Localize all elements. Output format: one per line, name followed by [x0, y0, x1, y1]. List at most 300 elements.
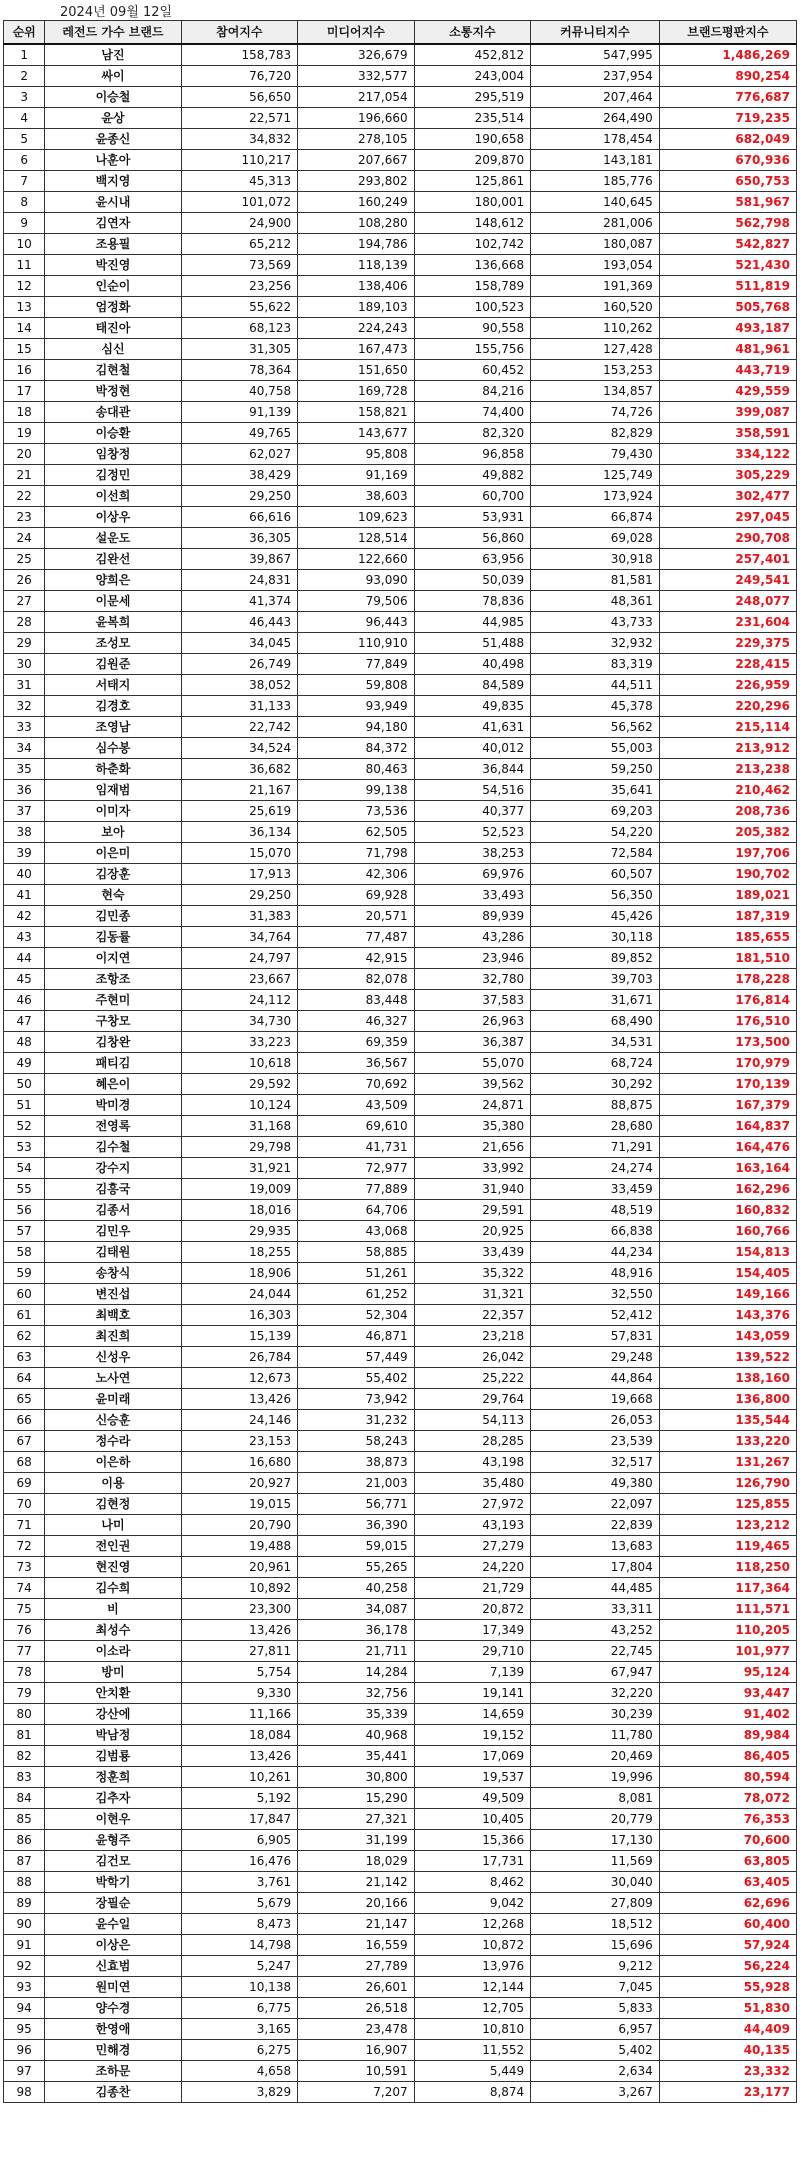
communication-cell: 78,836: [414, 591, 531, 612]
media-cell: 21,003: [298, 1473, 415, 1494]
rank-cell: 65: [4, 1389, 45, 1410]
brand-reputation-cell: 190,702: [659, 864, 796, 885]
rank-cell: 84: [4, 1788, 45, 1809]
community-cell: 110,262: [531, 318, 660, 339]
brand-reputation-cell: 776,687: [659, 87, 796, 108]
brand-reputation-cell: 189,021: [659, 885, 796, 906]
media-cell: 207,667: [298, 150, 415, 171]
media-cell: 189,103: [298, 297, 415, 318]
table-row: [4, 1158, 797, 1179]
brand-name-cell: 김완선: [45, 549, 181, 570]
brand-reputation-cell: 1,486,269: [659, 44, 796, 66]
brand-name-cell: 김현철: [45, 360, 181, 381]
rank-cell: 61: [4, 1305, 45, 1326]
brand-name-cell: 윤복희: [45, 612, 181, 633]
brand-reputation-cell: 125,855: [659, 1494, 796, 1515]
participation-cell: 5,192: [181, 1788, 298, 1809]
rank-cell: 32: [4, 696, 45, 717]
brand-reputation-cell: 205,382: [659, 822, 796, 843]
media-cell: 95,808: [298, 444, 415, 465]
participation-cell: 34,832: [181, 129, 298, 150]
communication-cell: 9,042: [414, 1893, 531, 1914]
communication-cell: 36,844: [414, 759, 531, 780]
participation-cell: 15,070: [181, 843, 298, 864]
participation-cell: 5,754: [181, 1662, 298, 1683]
community-cell: 11,569: [531, 1851, 660, 1872]
brand-name-cell: 비: [45, 1599, 181, 1620]
brand-reputation-cell: 231,604: [659, 612, 796, 633]
brand-reputation-cell: 126,790: [659, 1473, 796, 1494]
community-cell: 30,118: [531, 927, 660, 948]
brand-reputation-cell: 173,500: [659, 1032, 796, 1053]
media-cell: 57,449: [298, 1347, 415, 1368]
participation-cell: 29,592: [181, 1074, 298, 1095]
community-cell: 22,839: [531, 1515, 660, 1536]
media-cell: 7,207: [298, 2082, 415, 2103]
table-row: [4, 1914, 797, 1935]
community-cell: 67,947: [531, 1662, 660, 1683]
rank-cell: 28: [4, 612, 45, 633]
participation-cell: 12,673: [181, 1368, 298, 1389]
table-row: [4, 423, 797, 444]
rank-cell: 93: [4, 1977, 45, 1998]
table-row: [4, 318, 797, 339]
media-cell: 62,505: [298, 822, 415, 843]
participation-cell: 66,616: [181, 507, 298, 528]
brand-reputation-cell: 123,212: [659, 1515, 796, 1536]
table-row: [4, 2061, 797, 2082]
brand-name-cell: 김민우: [45, 1221, 181, 1242]
rank-cell: 80: [4, 1704, 45, 1725]
brand-reputation-cell: 358,591: [659, 423, 796, 444]
brand-reputation-cell: 76,353: [659, 1809, 796, 1830]
rank-cell: 42: [4, 906, 45, 927]
rank-cell: 90: [4, 1914, 45, 1935]
table-row: [4, 360, 797, 381]
community-cell: 81,581: [531, 570, 660, 591]
brand-name-cell: 이상우: [45, 507, 181, 528]
rank-cell: 67: [4, 1431, 45, 1452]
table-row: [4, 2019, 797, 2040]
header-media: 미디어지수: [298, 21, 415, 45]
participation-cell: 23,300: [181, 1599, 298, 1620]
brand-name-cell: 이현우: [45, 1809, 181, 1830]
table-row: [4, 1641, 797, 1662]
rank-cell: 38: [4, 822, 45, 843]
brand-name-cell: 신효범: [45, 1956, 181, 1977]
table-row: [4, 1746, 797, 1767]
community-cell: 30,040: [531, 1872, 660, 1893]
rank-cell: 63: [4, 1347, 45, 1368]
brand-reputation-cell: 670,936: [659, 150, 796, 171]
brand-name-cell: 조영남: [45, 717, 181, 738]
community-cell: 56,562: [531, 717, 660, 738]
table-row: [4, 1410, 797, 1431]
table-row: [4, 591, 797, 612]
participation-cell: 73,569: [181, 255, 298, 276]
rank-cell: 82: [4, 1746, 45, 1767]
brand-name-cell: 정훈희: [45, 1767, 181, 1788]
community-cell: 45,378: [531, 696, 660, 717]
table-row: [4, 1851, 797, 1872]
communication-cell: 12,268: [414, 1914, 531, 1935]
communication-cell: 41,631: [414, 717, 531, 738]
rank-cell: 20: [4, 444, 45, 465]
table-row: [4, 654, 797, 675]
brand-reputation-cell: 226,959: [659, 675, 796, 696]
community-cell: 55,003: [531, 738, 660, 759]
brand-name-cell: 조용필: [45, 234, 181, 255]
brand-name-cell: 이용: [45, 1473, 181, 1494]
table-row: [4, 1599, 797, 1620]
community-cell: 32,932: [531, 633, 660, 654]
community-cell: 44,864: [531, 1368, 660, 1389]
communication-cell: 35,480: [414, 1473, 531, 1494]
participation-cell: 15,139: [181, 1326, 298, 1347]
brand-reputation-cell: 682,049: [659, 129, 796, 150]
media-cell: 96,443: [298, 612, 415, 633]
communication-cell: 19,141: [414, 1683, 531, 1704]
community-cell: 56,350: [531, 885, 660, 906]
brand-reputation-cell: 111,571: [659, 1599, 796, 1620]
communication-cell: 14,659: [414, 1704, 531, 1725]
community-cell: 153,253: [531, 360, 660, 381]
brand-reputation-cell: 55,928: [659, 1977, 796, 1998]
rank-cell: 75: [4, 1599, 45, 1620]
participation-cell: 8,473: [181, 1914, 298, 1935]
table-row: [4, 570, 797, 591]
community-cell: 125,749: [531, 465, 660, 486]
media-cell: 58,885: [298, 1242, 415, 1263]
brand-name-cell: 인순이: [45, 276, 181, 297]
communication-cell: 96,858: [414, 444, 531, 465]
media-cell: 332,577: [298, 66, 415, 87]
community-cell: 59,250: [531, 759, 660, 780]
participation-cell: 29,798: [181, 1137, 298, 1158]
media-cell: 69,928: [298, 885, 415, 906]
media-cell: 31,232: [298, 1410, 415, 1431]
header-brand: 레전드 가수 브랜드: [45, 21, 181, 45]
media-cell: 82,078: [298, 969, 415, 990]
brand-reputation-cell: 248,077: [659, 591, 796, 612]
communication-cell: 10,810: [414, 2019, 531, 2040]
table-row: [4, 759, 797, 780]
participation-cell: 39,867: [181, 549, 298, 570]
brand-reputation-cell: 149,166: [659, 1284, 796, 1305]
rank-cell: 68: [4, 1452, 45, 1473]
rank-cell: 21: [4, 465, 45, 486]
communication-cell: 27,972: [414, 1494, 531, 1515]
header-brand-reputation: 브랜드평판지수: [659, 21, 796, 45]
brand-name-cell: 설운도: [45, 528, 181, 549]
brand-name-cell: 박남정: [45, 1725, 181, 1746]
media-cell: 169,728: [298, 381, 415, 402]
rank-cell: 24: [4, 528, 45, 549]
brand-name-cell: 구창모: [45, 1011, 181, 1032]
brand-reputation-cell: 213,238: [659, 759, 796, 780]
rank-cell: 34: [4, 738, 45, 759]
brand-name-cell: 엄정화: [45, 297, 181, 318]
participation-cell: 3,165: [181, 2019, 298, 2040]
participation-cell: 5,247: [181, 1956, 298, 1977]
media-cell: 59,015: [298, 1536, 415, 1557]
rank-cell: 26: [4, 570, 45, 591]
communication-cell: 33,493: [414, 885, 531, 906]
media-cell: 122,660: [298, 549, 415, 570]
table-row: [4, 906, 797, 927]
brand-reputation-cell: 110,205: [659, 1620, 796, 1641]
media-cell: 109,623: [298, 507, 415, 528]
rank-cell: 72: [4, 1536, 45, 1557]
media-cell: 16,559: [298, 1935, 415, 1956]
communication-cell: 17,069: [414, 1746, 531, 1767]
communication-cell: 43,193: [414, 1515, 531, 1536]
community-cell: 48,519: [531, 1200, 660, 1221]
rank-cell: 13: [4, 297, 45, 318]
header-participation: 참여지수: [181, 21, 298, 45]
participation-cell: 29,935: [181, 1221, 298, 1242]
rank-cell: 79: [4, 1683, 45, 1704]
brand-name-cell: 윤종신: [45, 129, 181, 150]
table-row: [4, 801, 797, 822]
communication-cell: 69,976: [414, 864, 531, 885]
brand-reputation-cell: 118,250: [659, 1557, 796, 1578]
rank-cell: 77: [4, 1641, 45, 1662]
brand-reputation-cell: 290,708: [659, 528, 796, 549]
table-row: [4, 1830, 797, 1851]
brand-name-cell: 남진: [45, 44, 181, 66]
community-cell: 20,779: [531, 1809, 660, 1830]
communication-cell: 49,835: [414, 696, 531, 717]
brand-name-cell: 이상은: [45, 1935, 181, 1956]
community-cell: 9,212: [531, 1956, 660, 1977]
brand-name-cell: 김수철: [45, 1137, 181, 1158]
brand-name-cell: 싸이: [45, 66, 181, 87]
table-row: [4, 1494, 797, 1515]
communication-cell: 32,780: [414, 969, 531, 990]
communication-cell: 21,656: [414, 1137, 531, 1158]
media-cell: 43,068: [298, 1221, 415, 1242]
table-row: [4, 192, 797, 213]
participation-cell: 62,027: [181, 444, 298, 465]
table-row: [4, 339, 797, 360]
rank-cell: 50: [4, 1074, 45, 1095]
brand-name-cell: 최진희: [45, 1326, 181, 1347]
media-cell: 46,327: [298, 1011, 415, 1032]
communication-cell: 29,764: [414, 1389, 531, 1410]
table-row: [4, 1305, 797, 1326]
brand-name-cell: 김흥국: [45, 1179, 181, 1200]
brand-name-cell: 김정민: [45, 465, 181, 486]
table-row: [4, 381, 797, 402]
media-cell: 94,180: [298, 717, 415, 738]
brand-reputation-cell: 23,332: [659, 2061, 796, 2082]
community-cell: 69,028: [531, 528, 660, 549]
table-row: [4, 738, 797, 759]
brand-name-cell: 이선희: [45, 486, 181, 507]
brand-name-cell: 이소라: [45, 1641, 181, 1662]
rank-cell: 1: [4, 44, 45, 66]
rank-cell: 10: [4, 234, 45, 255]
brand-name-cell: 방미: [45, 1662, 181, 1683]
rank-cell: 53: [4, 1137, 45, 1158]
media-cell: 143,677: [298, 423, 415, 444]
brand-reputation-cell: 181,510: [659, 948, 796, 969]
rank-cell: 71: [4, 1515, 45, 1536]
table-row: [4, 1536, 797, 1557]
participation-cell: 26,749: [181, 654, 298, 675]
participation-cell: 21,167: [181, 780, 298, 801]
table-row: [4, 1998, 797, 2019]
brand-reputation-cell: 164,837: [659, 1116, 796, 1137]
brand-reputation-cell: 154,405: [659, 1263, 796, 1284]
brand-reputation-cell: 131,267: [659, 1452, 796, 1473]
community-cell: 8,081: [531, 1788, 660, 1809]
brand-reputation-cell: 119,465: [659, 1536, 796, 1557]
brand-name-cell: 김종찬: [45, 2082, 181, 2103]
participation-cell: 6,275: [181, 2040, 298, 2061]
brand-reputation-cell: 70,600: [659, 1830, 796, 1851]
rank-cell: 94: [4, 1998, 45, 2019]
media-cell: 36,567: [298, 1053, 415, 1074]
brand-name-cell: 김추자: [45, 1788, 181, 1809]
media-cell: 21,711: [298, 1641, 415, 1662]
participation-cell: 14,798: [181, 1935, 298, 1956]
brand-name-cell: 김민종: [45, 906, 181, 927]
participation-cell: 6,775: [181, 1998, 298, 2019]
communication-cell: 40,377: [414, 801, 531, 822]
community-cell: 29,248: [531, 1347, 660, 1368]
table-row: [4, 1137, 797, 1158]
participation-cell: 36,682: [181, 759, 298, 780]
media-cell: 93,090: [298, 570, 415, 591]
media-cell: 217,054: [298, 87, 415, 108]
media-cell: 72,977: [298, 1158, 415, 1179]
table-row: [4, 1095, 797, 1116]
participation-cell: 45,313: [181, 171, 298, 192]
communication-cell: 36,387: [414, 1032, 531, 1053]
rank-cell: 52: [4, 1116, 45, 1137]
participation-cell: 24,112: [181, 990, 298, 1011]
communication-cell: 148,612: [414, 213, 531, 234]
community-cell: 48,361: [531, 591, 660, 612]
communication-cell: 10,405: [414, 1809, 531, 1830]
table-row: [4, 1473, 797, 1494]
rank-cell: 16: [4, 360, 45, 381]
communication-cell: 190,658: [414, 129, 531, 150]
brand-reputation-cell: 305,229: [659, 465, 796, 486]
communication-cell: 43,198: [414, 1452, 531, 1473]
brand-reputation-cell: 213,912: [659, 738, 796, 759]
community-cell: 44,234: [531, 1242, 660, 1263]
participation-cell: 76,720: [181, 66, 298, 87]
community-cell: 45,426: [531, 906, 660, 927]
rank-cell: 78: [4, 1662, 45, 1683]
participation-cell: 27,811: [181, 1641, 298, 1662]
brand-reputation-cell: 139,522: [659, 1347, 796, 1368]
brand-name-cell: 송대관: [45, 402, 181, 423]
community-cell: 82,829: [531, 423, 660, 444]
brand-reputation-cell: 133,220: [659, 1431, 796, 1452]
community-cell: 32,517: [531, 1452, 660, 1473]
communication-cell: 235,514: [414, 108, 531, 129]
rank-cell: 44: [4, 948, 45, 969]
rank-cell: 57: [4, 1221, 45, 1242]
participation-cell: 31,921: [181, 1158, 298, 1179]
brand-name-cell: 전인권: [45, 1536, 181, 1557]
brand-reputation-cell: 91,402: [659, 1704, 796, 1725]
rank-cell: 87: [4, 1851, 45, 1872]
table-row: [4, 1431, 797, 1452]
rank-cell: 14: [4, 318, 45, 339]
brand-name-cell: 이은미: [45, 843, 181, 864]
rank-cell: 76: [4, 1620, 45, 1641]
brand-reputation-cell: 63,405: [659, 1872, 796, 1893]
communication-cell: 8,874: [414, 2082, 531, 2103]
participation-cell: 23,256: [181, 276, 298, 297]
brand-reputation-cell: 542,827: [659, 234, 796, 255]
brand-reputation-cell: 170,979: [659, 1053, 796, 1074]
brand-name-cell: 안치환: [45, 1683, 181, 1704]
rank-cell: 43: [4, 927, 45, 948]
communication-cell: 29,710: [414, 1641, 531, 1662]
participation-cell: 36,305: [181, 528, 298, 549]
community-cell: 237,954: [531, 66, 660, 87]
rank-cell: 47: [4, 1011, 45, 1032]
media-cell: 35,339: [298, 1704, 415, 1725]
community-cell: 17,804: [531, 1557, 660, 1578]
participation-cell: 19,015: [181, 1494, 298, 1515]
date-label: 2024년 09월 12일: [60, 5, 173, 20]
media-cell: 99,138: [298, 780, 415, 801]
brand-name-cell: 윤상: [45, 108, 181, 129]
participation-cell: 10,261: [181, 1767, 298, 1788]
participation-cell: 9,330: [181, 1683, 298, 1704]
media-cell: 83,448: [298, 990, 415, 1011]
participation-cell: 55,622: [181, 297, 298, 318]
brand-name-cell: 변진섭: [45, 1284, 181, 1305]
brand-name-cell: 원미연: [45, 1977, 181, 1998]
participation-cell: 34,730: [181, 1011, 298, 1032]
participation-cell: 3,829: [181, 2082, 298, 2103]
communication-cell: 33,992: [414, 1158, 531, 1179]
participation-cell: 20,927: [181, 1473, 298, 1494]
rank-cell: 11: [4, 255, 45, 276]
rank-cell: 15: [4, 339, 45, 360]
brand-name-cell: 이승환: [45, 423, 181, 444]
brand-reputation-cell: 143,376: [659, 1305, 796, 1326]
header-rank: 순위: [4, 21, 45, 45]
rank-cell: 40: [4, 864, 45, 885]
table-row: [4, 507, 797, 528]
communication-cell: 60,700: [414, 486, 531, 507]
community-cell: 22,097: [531, 1494, 660, 1515]
participation-cell: 16,680: [181, 1452, 298, 1473]
brand-reputation-cell: 481,961: [659, 339, 796, 360]
participation-cell: 16,476: [181, 1851, 298, 1872]
table-row: [4, 780, 797, 801]
communication-cell: 60,452: [414, 360, 531, 381]
community-cell: 60,507: [531, 864, 660, 885]
communication-cell: 12,144: [414, 1977, 531, 1998]
brand-name-cell: 박진영: [45, 255, 181, 276]
media-cell: 31,199: [298, 1830, 415, 1851]
brand-name-cell: 양수경: [45, 1998, 181, 2019]
participation-cell: 10,892: [181, 1578, 298, 1599]
rank-cell: 73: [4, 1557, 45, 1578]
community-cell: 180,087: [531, 234, 660, 255]
rank-cell: 55: [4, 1179, 45, 1200]
